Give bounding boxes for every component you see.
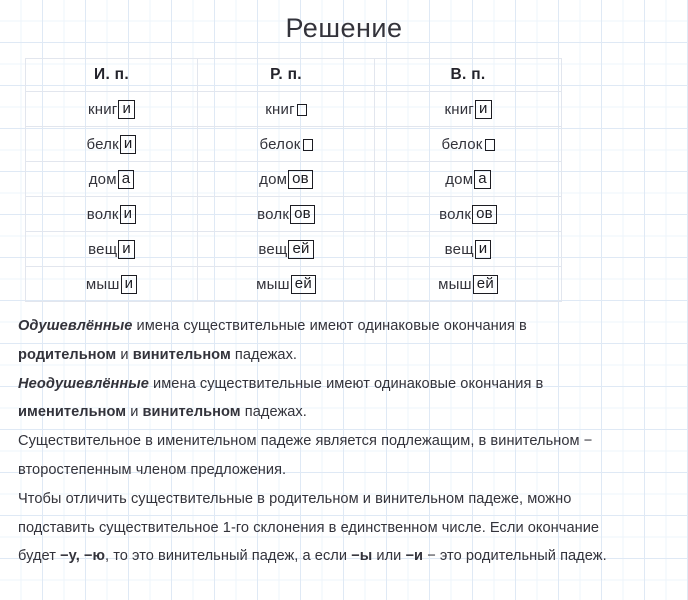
note-text: падежах. — [230, 346, 298, 363]
word-with-ending — [445, 240, 492, 259]
note-text: и — [116, 346, 133, 363]
word-with-ending — [265, 102, 307, 117]
word-with-ending — [86, 275, 137, 294]
cell-nominative — [26, 92, 198, 127]
table-body — [26, 92, 562, 302]
zero-ending-box — [297, 104, 307, 116]
ending-box: и — [475, 240, 492, 259]
word-with-ending — [87, 205, 137, 224]
word-with-ending — [439, 205, 497, 224]
cell-accusative — [375, 267, 562, 302]
cell-accusative — [375, 162, 562, 197]
word-with-ending — [259, 170, 313, 189]
term-genitive: родительном — [18, 346, 117, 363]
ending-box: и — [118, 100, 135, 119]
note-line-8: подставить существительное 1-го склонения в единственном числе. Если окончание — [18, 519, 600, 536]
ending-box: и — [118, 240, 135, 259]
note-text: падежах. — [240, 404, 307, 421]
cell-genitive — [198, 267, 375, 302]
term-animate: Одушевлённые — [18, 318, 133, 334]
note-line-7: Чтобы отличить существительные в родительном и винительном падеже, можно — [18, 490, 572, 507]
table-row — [26, 92, 562, 127]
ending-box: ей — [473, 275, 498, 294]
note-text: , то это винительный падеж, а если — [104, 548, 352, 565]
ending-u-yu: −у, −ю — [60, 548, 105, 565]
word-stem: вещ — [258, 240, 288, 258]
cell-genitive — [198, 197, 375, 232]
ending-box: и — [121, 275, 138, 294]
zero-ending-box — [485, 139, 495, 151]
word-stem: книг — [265, 100, 295, 118]
word-stem: дом — [88, 170, 117, 188]
note-line-6: второстепенным членом предложения. — [18, 461, 287, 478]
cell-accusative — [375, 127, 562, 162]
term-inanimate: Неодушевлённые — [18, 375, 149, 392]
zero-ending-box — [303, 139, 313, 151]
cell-genitive — [198, 232, 375, 267]
word-stem: волк — [439, 205, 472, 223]
word-with-ending — [438, 275, 498, 294]
note-line-9 — [18, 542, 673, 571]
table-row — [26, 267, 562, 302]
column-header-genitive: Р. п. — [198, 59, 375, 92]
word-with-ending — [445, 170, 491, 189]
cell-accusative — [375, 92, 562, 127]
word-stem: дом — [259, 170, 288, 188]
word-stem: вещ — [88, 240, 118, 258]
word-with-ending — [87, 135, 137, 154]
word-with-ending — [88, 240, 135, 259]
word-stem: книг — [87, 100, 118, 118]
word-stem: мыш — [438, 275, 472, 293]
cell-nominative — [26, 127, 198, 162]
word-stem: мыш — [256, 275, 290, 293]
ending-box: ей — [288, 240, 313, 259]
note-line-1 — [18, 312, 673, 341]
ending-i: −и — [405, 548, 424, 565]
note-text: имена существительные имеют одинаковые окончания в — [148, 375, 544, 392]
term-nominative: именительном — [18, 404, 127, 421]
word-stem: дом — [445, 170, 474, 188]
note-line-5: Существительное в именительном падеже является подлежащим, в винительном − — [18, 433, 593, 450]
cell-nominative — [26, 197, 198, 232]
term-accusative: винительном — [142, 404, 241, 421]
word-with-ending — [88, 100, 135, 119]
table-row — [26, 232, 562, 267]
table-row — [26, 127, 562, 162]
word-stem: мыш — [85, 275, 120, 293]
word-stem: вещ — [444, 240, 474, 258]
cell-nominative — [26, 232, 198, 267]
note-line-4 — [18, 398, 673, 427]
word-with-ending — [259, 137, 312, 152]
note-line-2 — [18, 341, 673, 370]
word-with-ending — [89, 170, 135, 189]
ending-box: и — [120, 135, 137, 154]
word-stem: волк — [257, 205, 290, 223]
word-with-ending — [441, 137, 494, 152]
word-stem: волк — [86, 205, 119, 223]
cell-nominative — [26, 267, 198, 302]
table-row — [26, 162, 562, 197]
note-line-3 — [18, 370, 673, 399]
table-row — [26, 197, 562, 232]
word-with-ending — [258, 240, 313, 259]
word-stem: белок — [441, 135, 483, 153]
note-text: будет — [18, 548, 61, 565]
ending-box: ей — [291, 275, 316, 294]
cases-table — [25, 58, 562, 302]
ending-box: а — [474, 170, 491, 189]
cell-accusative — [375, 232, 562, 267]
word-with-ending — [444, 100, 491, 119]
note-text: имена существительные имеют одинаковые окончания в — [132, 318, 527, 334]
explanation-notes — [18, 312, 673, 571]
column-header-nominative: И. п. — [26, 59, 198, 92]
cell-genitive — [198, 127, 375, 162]
word-stem: белок — [259, 135, 301, 153]
word-stem: книг — [444, 100, 474, 118]
note-text: − это родительный падеж. — [423, 548, 607, 565]
page-title: Решение — [285, 13, 403, 43]
ending-box: ов — [472, 205, 497, 224]
ending-box: а — [118, 170, 135, 189]
ending-box: и — [120, 205, 137, 224]
column-header-accusative: В. п. — [375, 59, 562, 92]
term-accusative: винительном — [132, 346, 231, 363]
ending-box: ов — [288, 170, 313, 189]
cell-genitive — [198, 92, 375, 127]
ending-box: ов — [290, 205, 315, 224]
word-with-ending — [257, 205, 315, 224]
cell-genitive — [198, 162, 375, 197]
cell-accusative — [375, 197, 562, 232]
cell-nominative — [26, 162, 198, 197]
word-stem: белк — [86, 135, 119, 153]
ending-box: и — [475, 100, 492, 119]
note-text: или — [372, 548, 406, 565]
table-header-row — [26, 59, 562, 92]
ending-y: −ы — [351, 548, 373, 565]
note-text: и — [126, 404, 143, 421]
word-with-ending — [256, 275, 316, 294]
